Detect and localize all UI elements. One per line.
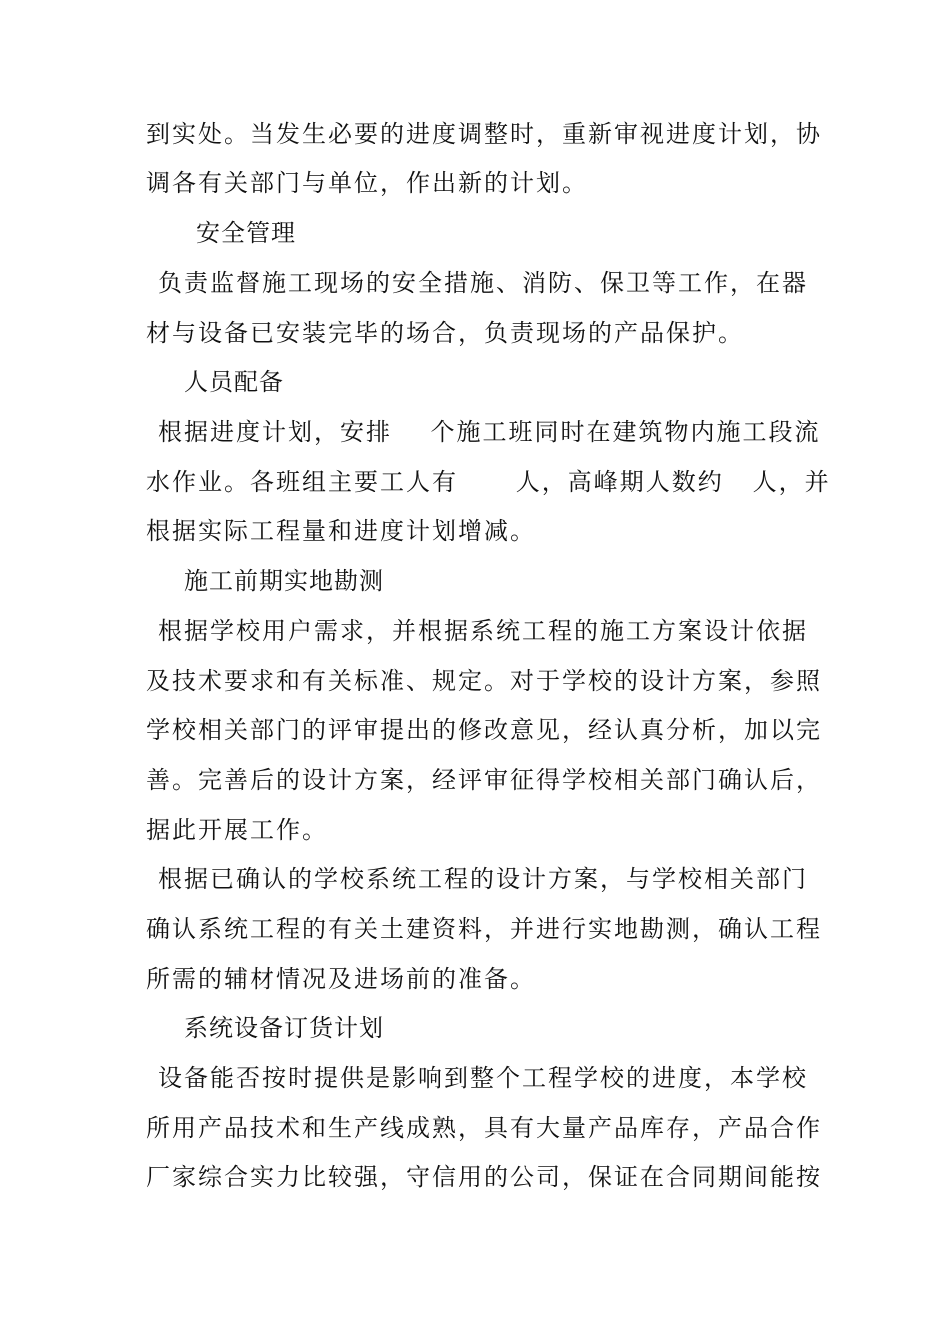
section-heading-ordering: 系统设备订货计划: [184, 1014, 384, 1042]
paragraph-line-8: 根据学校用户需求，并根据系统工程的施工方案设计依据: [158, 617, 808, 645]
paragraph-line-16: 设备能否按时提供是影响到整个工程学校的进度，本学校: [158, 1064, 808, 1092]
paragraph-line-13: 根据已确认的学校系统工程的设计方案，与学校相关部门: [158, 865, 808, 893]
section-heading-survey: 施工前期实地勘测: [184, 567, 384, 595]
paragraph-line-4: 材与设备已安装完毕的场合，负责现场的产品保护。: [146, 319, 744, 347]
paragraph-line-14: 确认系统工程的有关土建资料，并进行实地勘测，确认工程: [146, 915, 822, 943]
paragraph-line-12: 据此开展工作。: [146, 816, 328, 844]
paragraph-line-9: 及技术要求和有关标准、规定。对于学校的设计方案，参照: [146, 667, 822, 695]
paragraph-line-10: 学校相关部门的评审提出的修改意见，经认真分析，加以完: [146, 716, 822, 744]
paragraph-line-17: 所用产品技术和生产线成熟，具有大量产品库存，产品合作: [146, 1114, 822, 1142]
paragraph-line-5: 根据进度计划，安排 个施工班同时在建筑物内施工段流: [158, 418, 821, 446]
section-heading-safety: 安全管理: [196, 219, 296, 247]
paragraph-line-15: 所需的辅材情况及进场前的准备。: [146, 965, 536, 993]
paragraph-line-3: 负责监督施工现场的安全措施、消防、保卫等工作，在器: [158, 269, 808, 297]
paragraph-line-7: 根据实际工程量和进度计划增减。: [146, 517, 536, 545]
paragraph-line-2: 调各有关部门与单位，作出新的计划。: [146, 169, 588, 197]
paragraph-line-6: 水作业。各班组主要工人有 人，高峰期人数约 人，并: [146, 468, 831, 496]
paragraph-line-11: 善。完善后的设计方案，经评审征得学校相关部门确认后，: [146, 766, 822, 794]
section-heading-staffing: 人员配备: [184, 368, 284, 396]
paragraph-line-18: 厂家综合实力比较强，守信用的公司，保证在合同期间能按: [146, 1163, 822, 1191]
paragraph-line-1: 到实处。当发生必要的进度调整时，重新审视进度计划，协: [146, 120, 822, 148]
